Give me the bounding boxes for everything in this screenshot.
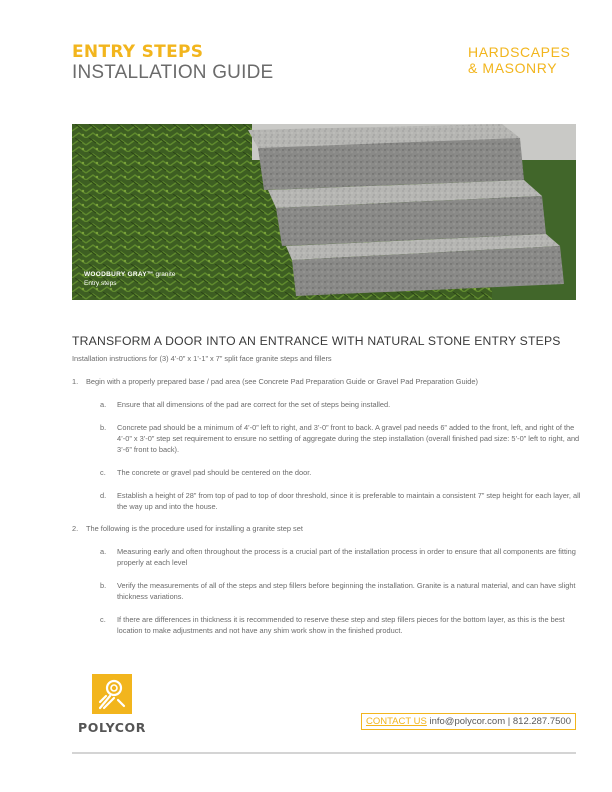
step-number: 2. bbox=[72, 524, 79, 533]
header-title-block bbox=[72, 42, 273, 84]
page-title: ENTRY STEPS bbox=[72, 42, 204, 62]
substep-text: Establish a height of 28” from top of pad to top of door threshold, since it is preferable to maintain a consistent 7” step height for each layer, all the way up and into the house. bbox=[117, 491, 581, 511]
substep-letter: b. bbox=[100, 581, 107, 590]
instruction-step bbox=[72, 376, 582, 512]
instruction-substep bbox=[86, 422, 582, 455]
substep-letter: c. bbox=[100, 468, 106, 477]
polycor-logo-icon bbox=[92, 674, 132, 714]
instruction-substep bbox=[86, 580, 582, 602]
hero-photo bbox=[72, 124, 576, 300]
instruction-step bbox=[72, 523, 582, 636]
step-text: Begin with a properly prepared base / pad area (see Concrete Pad Preparation Guide or Gravel Pad Preparation Guide) bbox=[86, 377, 478, 386]
instruction-substep bbox=[86, 399, 582, 410]
contact-box bbox=[361, 713, 576, 730]
page-subtitle: INSTALLATION GUIDE bbox=[72, 62, 274, 83]
photo-caption bbox=[84, 270, 175, 288]
caption-description: Entry steps bbox=[84, 280, 117, 287]
step-text: The following is the procedure used for installing a granite step set bbox=[86, 524, 303, 533]
category-line-2: & MASONRY bbox=[468, 60, 558, 76]
section-headline: TRANSFORM A DOOR INTO AN ENTRANCE WITH NATURAL STONE ENTRY STEPS bbox=[72, 334, 561, 348]
substep-text: Concrete pad should be a minimum of 4’-0” left to right, and 3’-0” front to back. A gravel pad needs 6” added to the front, left, and right of the 4’-0” x 3’-0” step set requirement to ensure no settling of aggregate during the step installation (overall finished pad size: 5’-0” left to right, and 3’-6” front to back). bbox=[117, 423, 580, 454]
substep-letter: a. bbox=[100, 400, 107, 409]
substep-text: Ensure that all dimensions of the pad are correct for the set of steps being installed. bbox=[117, 400, 391, 409]
substep-letter: d. bbox=[100, 491, 107, 500]
instruction-substep bbox=[86, 546, 582, 568]
instruction-substep bbox=[86, 467, 582, 478]
substep-letter: c. bbox=[100, 615, 106, 624]
intro-text: Installation instructions for (3) 4’-0” x 1’-1” x 7” split face granite steps and fillers bbox=[72, 354, 332, 363]
substep-text: Verify the measurements of all of the steps and step fillers before beginning the installation. Granite is a natural material, and can have slight thickness variations. bbox=[117, 581, 576, 601]
polycor-logo[interactable] bbox=[72, 674, 152, 736]
instruction-substep bbox=[86, 490, 582, 512]
substep-text: If there are differences in thickness it is recommended to reserve these step and step fillers pieces for the bottom layer, as this is the best location to make adjustments and not have any shim work show in the finished product. bbox=[117, 615, 565, 635]
caption-product-name: WOODBURY GRAY™ bbox=[84, 271, 154, 278]
substep-text: The concrete or gravel pad should be centered on the door. bbox=[117, 468, 312, 477]
contact-info: info@polycor.com | 812.287.7500 bbox=[429, 716, 571, 727]
category-line-1: HARDSCAPES bbox=[468, 44, 571, 60]
footer-divider bbox=[72, 752, 576, 754]
substep-letter: a. bbox=[100, 547, 107, 556]
category-label bbox=[468, 44, 571, 76]
logo-wordmark: POLYCOR bbox=[77, 720, 147, 735]
caption-material: granite bbox=[155, 271, 176, 278]
substep-text: Measuring early and often throughout the process is a crucial part of the installation process in order to ensure that all components are fitting properly at each level bbox=[117, 547, 576, 567]
contact-us-link[interactable]: CONTACT US bbox=[365, 716, 427, 727]
instruction-substep bbox=[86, 614, 582, 636]
instruction-list bbox=[72, 376, 582, 647]
substep-letter: b. bbox=[100, 423, 107, 432]
step-number: 1. bbox=[72, 377, 79, 386]
